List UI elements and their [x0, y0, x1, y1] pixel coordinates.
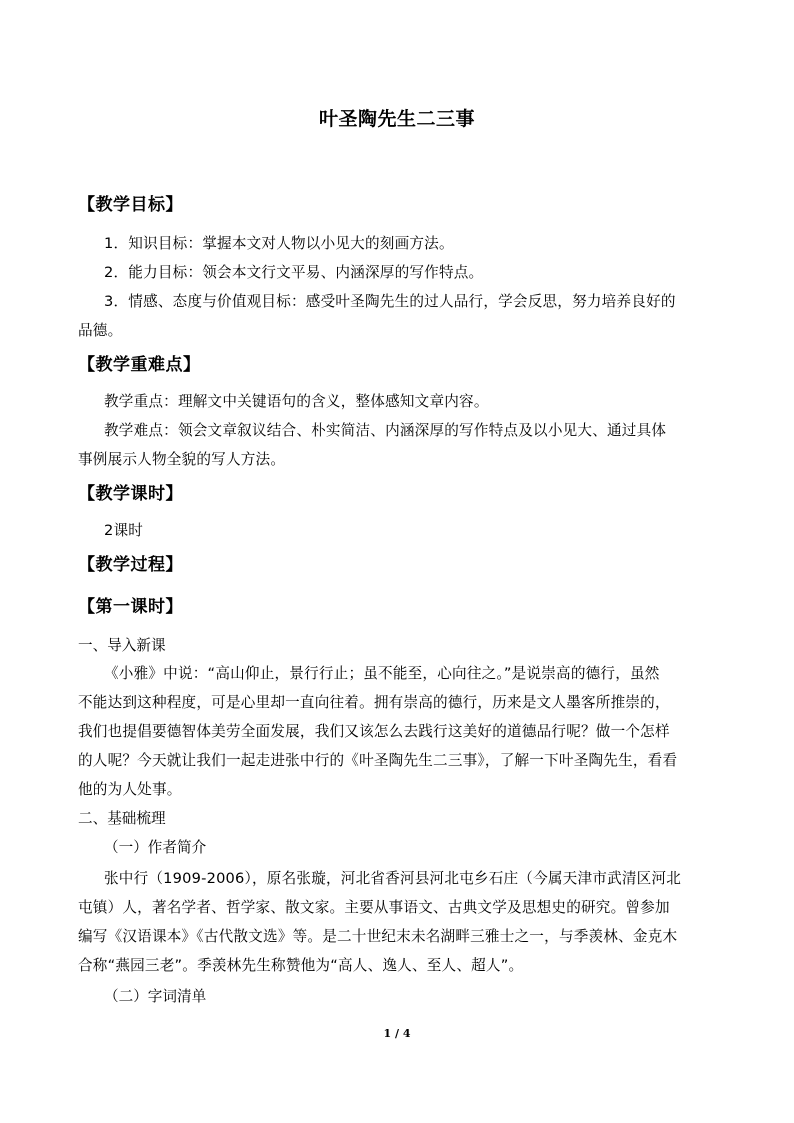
difficult-point-line-continued: 事例展示人物全貌的写人方法。	[78, 451, 286, 468]
class-hours-value: 2课时	[104, 522, 144, 539]
objective-item: 2．能力目标：领会本文行文平易、内涵深厚的写作特点。	[104, 264, 484, 281]
objective-item: 1．知识目标：掌握本文对人物以小见大的刻画方法。	[104, 235, 454, 252]
document-title: 叶圣陶先生二三事	[318, 108, 475, 130]
vocabulary-list-title: （二）字词清单	[104, 988, 207, 1005]
heading-first-lesson: 【第一课时】	[78, 597, 183, 617]
intro-paragraph-line: 不能达到这种程度，可是心里却一直向往着。拥有崇高的德行，历来是文人墨客所推崇的，	[78, 694, 670, 711]
author-intro-line: 编写《汉语课本》《古代散文选》等。是二十世纪末未名湖畔三雅士之一，与季羡林、金克木	[78, 928, 678, 945]
difficult-point-line: 教学难点：领会文章叙议结合、朴实简洁、内涵深厚的写作特点及以小见大、通过具体	[104, 422, 667, 439]
author-intro-line: 屯镇）人，著名学者、哲学家、散文家。主要从事语文、古典文学及思想史的研究。曾参加	[78, 899, 670, 916]
intro-paragraph-line: 《小雅》中说：“高山仰止，景行行止；虽不能至，心向往之。”是说崇高的德行，虽然	[104, 665, 660, 682]
author-intro-title: （一）作者简介	[104, 839, 207, 856]
part1-title: 一、导入新课	[78, 637, 166, 654]
heading-teaching-process: 【教学过程】	[78, 555, 183, 575]
author-intro-line: 合称“燕园三老”。季羡林先生称赞他为“高人、逸人、至人、超人”。	[78, 957, 524, 974]
intro-paragraph-line: 我们也提倡要德智体美劳全面发展，我们又该怎么去践行这美好的道德品行呢？做一个怎样	[78, 723, 670, 740]
part2-title: 二、基础梳理	[78, 810, 166, 827]
intro-paragraph-line: 他的为人处事。	[78, 781, 182, 798]
heading-objectives: 【教学目标】	[78, 195, 183, 215]
key-point-line: 教学重点：理解文中关键语句的含义，整体感知文章内容。	[104, 393, 489, 410]
author-intro-line: 张中行（1909-2006），原名张璇，河北省香河县河北屯乡石庄（今属天津市武清区河北	[104, 870, 682, 887]
objective-item: 3．情感、态度与价值观目标：感受叶圣陶先生的过人品行，学会反思，努力培养良好的	[104, 293, 676, 310]
intro-paragraph-line: 的人呢？今天就让我们一起走进张中行的《叶圣陶先生二三事》，了解一下叶圣陶先生，看看	[78, 752, 678, 769]
heading-key-points: 【教学重难点】	[78, 355, 201, 375]
heading-class-hours: 【教学课时】	[78, 484, 183, 504]
page-number: 1 / 4	[383, 1027, 411, 1040]
objective-item-continued: 品德。	[78, 322, 123, 339]
